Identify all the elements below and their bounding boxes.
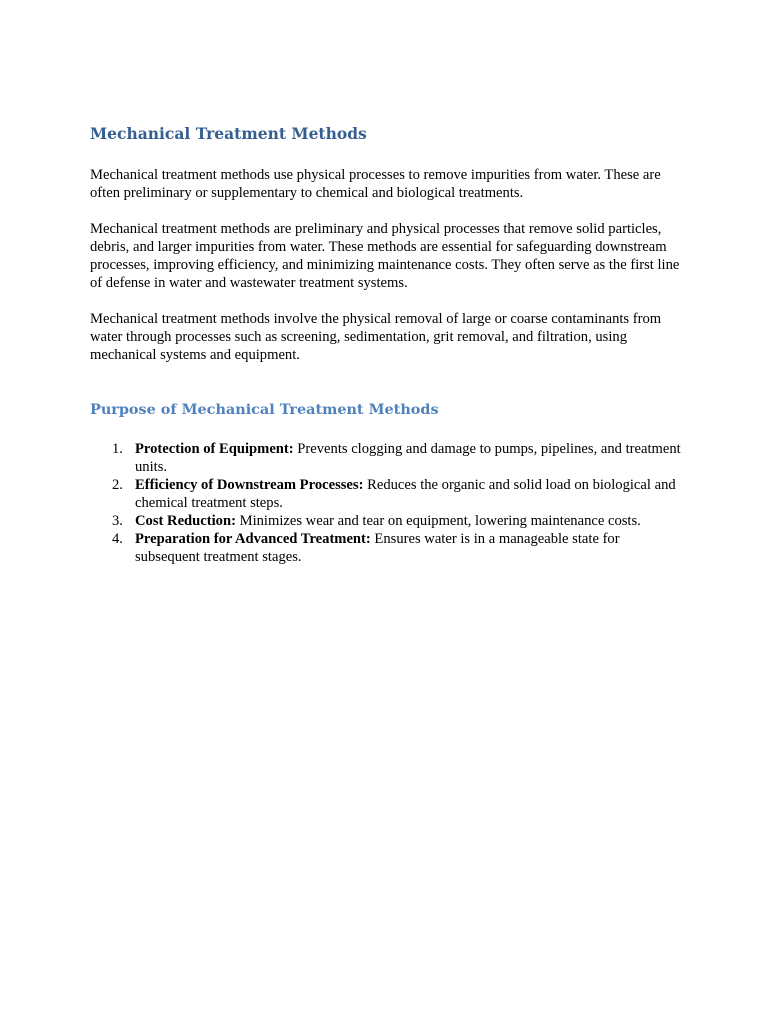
list-item-term: Preparation for Advanced Treatment: — [135, 531, 371, 547]
intro-paragraph: Mechanical treatment methods use physical processes to remove impurities from water. These are often preliminary or supplementary to chemical and biological treatments. — [90, 167, 661, 201]
list-item-text: Ensures water is in a manageable state for subsequent treatment stages. — [135, 531, 620, 565]
list-item-term: Protection of Equipment: — [135, 441, 294, 457]
list-item — [112, 512, 682, 530]
list-item-text: Reduces the organic and solid load on biological and chemical treatment steps. — [135, 477, 676, 511]
list-item-text: Prevents clogging and damage to pumps, pipelines, and treatment units. — [135, 441, 681, 475]
description-paragraph: Mechanical treatment methods are preliminary and physical processes that remove solid particles, debris, and larger impurities from water. These methods are essential for safeguarding downstream processes, improving efficiency, and minimizing maintenance costs. They often serve as the first line of defense in water and wastewater treatment systems. — [90, 221, 680, 291]
list-item-number: 2. — [112, 477, 123, 493]
document-page — [90, 123, 682, 566]
list-item — [112, 530, 682, 566]
list-item-term: Cost Reduction: — [135, 513, 236, 529]
purpose-subheading: Purpose of Mechanical Treatment Methods — [90, 401, 439, 418]
list-item — [112, 476, 682, 512]
document-heading: Mechanical Treatment Methods — [90, 124, 367, 143]
list-item — [112, 440, 682, 476]
process-paragraph: Mechanical treatment methods involve the physical removal of large or coarse contaminants from water through processes such as screening, sedimentation, grit removal, and filtration, using mechanical systems and equipment. — [90, 311, 662, 363]
list-item-number: 3. — [112, 513, 123, 529]
list-item-term: Efficiency of Downstream Processes: — [135, 477, 364, 493]
list-item-number: 4. — [112, 531, 123, 547]
list-item-text: Minimizes wear and tear on equipment, lowering maintenance costs. — [235, 513, 641, 529]
list-item-number: 1. — [112, 441, 123, 457]
purpose-list — [90, 440, 682, 566]
